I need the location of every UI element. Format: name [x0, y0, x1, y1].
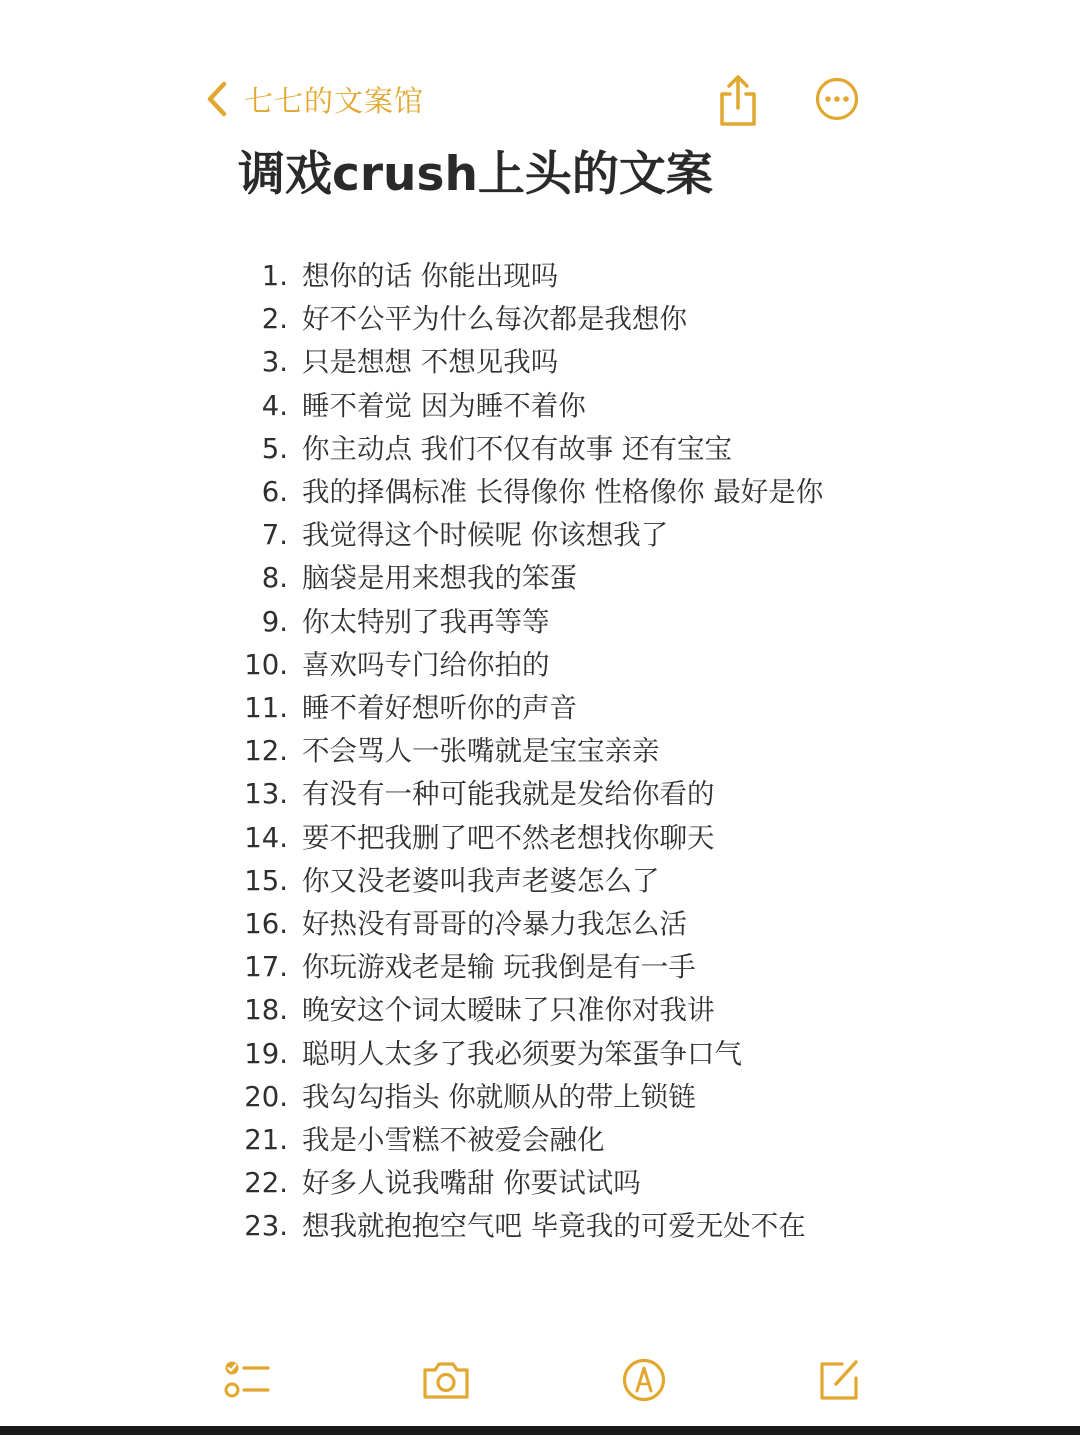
list-item-number: 22. — [244, 1167, 288, 1200]
list-item — [226, 1076, 846, 1119]
list-item-number: 18. — [244, 994, 288, 1027]
list-item — [226, 471, 846, 514]
list-item — [226, 773, 846, 816]
list-item-number: 7. — [261, 519, 288, 552]
list-item — [226, 644, 846, 687]
list-item — [226, 385, 846, 428]
list-item — [226, 601, 846, 644]
list-item — [226, 860, 846, 903]
camera-button[interactable] — [420, 1354, 472, 1406]
list-item-text: 我的择偶标准 长得像你 性格像你 最好是你 — [302, 476, 824, 509]
back-button[interactable] — [204, 66, 424, 132]
list-item — [226, 255, 846, 298]
list-item-number: 16. — [244, 908, 288, 941]
list-item-text: 我勾勾指头 你就顺从的带上锁链 — [302, 1080, 696, 1113]
list-item-text: 晚安这个词太暧昧了只准你对我讲 — [302, 994, 715, 1027]
list-item-text: 好不公平为什么每次都是我想你 — [302, 303, 687, 336]
markup-button[interactable] — [618, 1354, 670, 1406]
list-item-number: 1. — [261, 260, 288, 292]
list-item — [226, 730, 846, 773]
compose-icon — [814, 1354, 866, 1406]
list-item-number: 19. — [244, 1037, 288, 1070]
list-item-number: 23. — [244, 1210, 288, 1243]
list-item-text: 好多人说我嘴甜 你要试试吗 — [302, 1167, 641, 1200]
list-item-text: 你又没老婆叫我声老婆怎么了 — [302, 864, 660, 897]
list-item-text: 聪明人太多了我必须要为笨蛋争口气 — [302, 1037, 742, 1070]
list-item-text: 想你的话 你能出现吗 — [302, 260, 559, 292]
list-item-number: 10. — [244, 648, 288, 681]
list-item — [226, 989, 846, 1032]
list-item-text: 睡不着觉 因为睡不着你 — [302, 389, 586, 422]
bottom-edge-bar — [0, 1426, 1080, 1435]
list-item-number: 2. — [261, 303, 288, 336]
checklist-button[interactable] — [222, 1354, 274, 1406]
navigation-bar — [0, 66, 1080, 132]
ellipsis-circle-icon — [814, 76, 860, 122]
list-item-number: 14. — [244, 821, 288, 854]
list-item-number: 12. — [244, 735, 288, 768]
list-item-text: 你太特别了我再等等 — [302, 605, 550, 638]
list-item-text: 喜欢吗专门给你拍的 — [302, 648, 550, 681]
list-item-number: 15. — [244, 864, 288, 897]
list-item-text: 只是想想 不想见我吗 — [302, 346, 559, 379]
list-item-number: 9. — [261, 605, 288, 638]
list-item — [226, 1033, 846, 1076]
list-item-number: 5. — [261, 432, 288, 465]
chevron-left-icon — [204, 81, 230, 117]
more-options-button[interactable] — [814, 76, 860, 122]
list-item — [226, 687, 846, 730]
back-label: 七七的文案馆 — [244, 83, 425, 118]
list-item — [226, 817, 846, 860]
list-item-number: 11. — [244, 692, 288, 725]
list-item-text: 你玩游戏老是输 玩我倒是有一手 — [302, 951, 696, 984]
list-item — [226, 1119, 846, 1162]
list-item — [226, 946, 846, 989]
list-item-text: 不会骂人一张嘴就是宝宝亲亲 — [302, 735, 660, 768]
list-item-number: 20. — [244, 1080, 288, 1113]
list-item-text: 好热没有哥哥的冷暴力我怎么活 — [302, 908, 687, 941]
list-item-number: 13. — [244, 778, 288, 811]
list-item-number: 4. — [261, 389, 288, 422]
note-title: 调戏crush上头的文案 — [238, 147, 713, 202]
list-item-number: 6. — [261, 476, 288, 509]
checklist-icon — [222, 1354, 274, 1406]
list-item — [226, 1162, 846, 1205]
note-list — [226, 255, 846, 1249]
list-item — [226, 298, 846, 341]
list-item-text: 想我就抱抱空气吧 毕竟我的可爱无处不在 — [302, 1210, 806, 1243]
list-item-text: 我是小雪糕不被爱会融化 — [302, 1124, 605, 1157]
list-item-text: 要不把我删了吧不然老想找你聊天 — [302, 821, 715, 854]
bottom-toolbar — [0, 1350, 1080, 1410]
list-item — [226, 903, 846, 946]
list-item-text: 睡不着好想听你的声音 — [302, 692, 577, 725]
list-item-number: 21. — [244, 1124, 288, 1157]
list-item-number: 8. — [261, 562, 288, 595]
list-item-text: 脑袋是用来想我的笨蛋 — [302, 562, 577, 595]
camera-icon — [420, 1354, 472, 1406]
list-item-number: 3. — [261, 346, 288, 379]
list-item-number: 17. — [244, 951, 288, 984]
list-item — [226, 1205, 846, 1248]
list-item — [226, 514, 846, 557]
list-item — [226, 557, 846, 600]
list-item — [226, 428, 846, 471]
list-item — [226, 341, 846, 384]
list-item-text: 我觉得这个时候呢 你该想我了 — [302, 519, 669, 552]
compose-button[interactable] — [814, 1354, 866, 1406]
list-item-text: 你主动点 我们不仅有故事 还有宝宝 — [302, 432, 732, 465]
list-item-text: 有没有一种可能我就是发给你看的 — [302, 778, 715, 811]
markup-pen-icon — [618, 1354, 670, 1406]
share-button[interactable] — [716, 74, 760, 128]
share-icon — [716, 74, 760, 128]
